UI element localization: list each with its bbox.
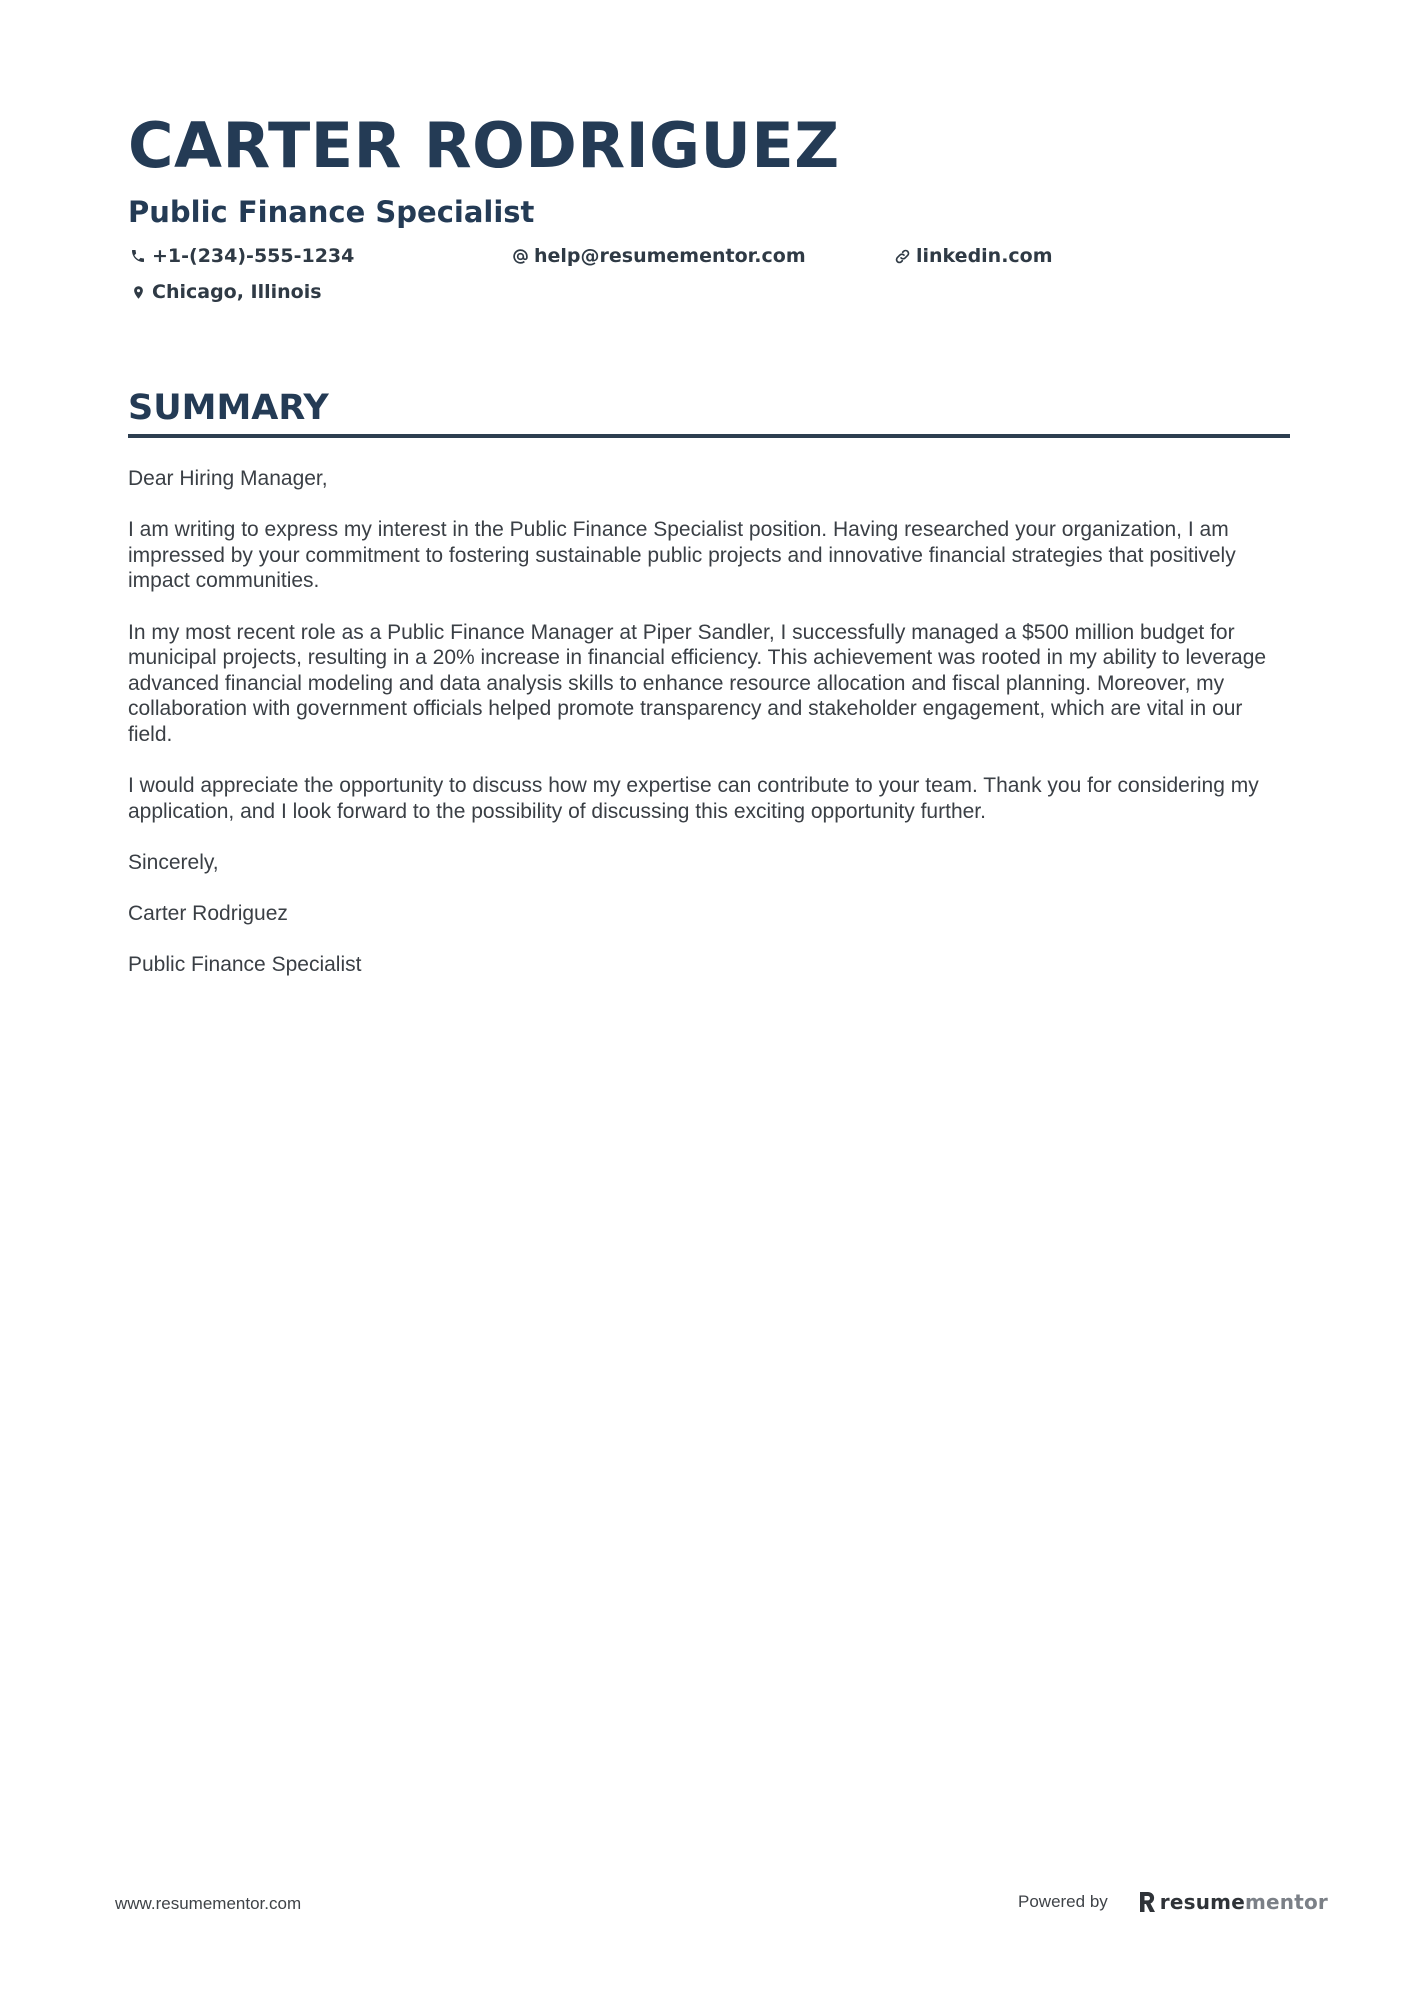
location-pin-icon bbox=[128, 282, 148, 302]
phone-text: +1-(234)-555-1234 bbox=[152, 245, 355, 267]
signature-title: Public Finance Specialist bbox=[128, 953, 362, 977]
contact-email[interactable] bbox=[510, 244, 806, 268]
contact-phone bbox=[128, 244, 354, 268]
resumementor-logo-icon bbox=[1138, 1891, 1156, 1913]
resume-header bbox=[128, 108, 1288, 324]
paragraph: I am writing to express my interest in the Public Finance Specialist position. Having researched your organization, I am impressed by your commitment to fostering sustainable public projects and innovative financial strategies that positively impact communities. bbox=[128, 518, 1236, 593]
footer-branding bbox=[1018, 1890, 1328, 1914]
footer-website[interactable]: www.resumementor.com bbox=[115, 1894, 302, 1913]
summary-section bbox=[128, 386, 1290, 1003]
section-divider bbox=[128, 434, 1290, 438]
at-icon bbox=[510, 246, 530, 266]
location-text: Chicago, Illinois bbox=[152, 281, 322, 303]
contact-link[interactable] bbox=[892, 244, 1053, 268]
closing: Sincerely, bbox=[128, 850, 219, 874]
phone-icon bbox=[128, 246, 148, 266]
contact-location bbox=[128, 280, 322, 304]
brand-logo[interactable] bbox=[1138, 1890, 1328, 1914]
brand-light: mentor bbox=[1244, 1890, 1328, 1914]
section-heading: SUMMARY bbox=[128, 388, 329, 428]
contact-info bbox=[128, 244, 1288, 324]
signature-name: Carter Rodriguez bbox=[128, 902, 288, 926]
paragraph: I would appreciate the opportunity to discuss how my expertise can contribute to your team. Thank you for considering my application, and I look forward to the possibility of discussing this exciting opportunity further. bbox=[128, 774, 1259, 823]
paragraph: In my most recent role as a Public Finance Manager at Piper Sandler, I successfully managed a $500 million budget for municipal projects, resulting in a 20% increase in financial efficiency. This achievement was rooted in my ability to leverage advanced financial modeling and data analysis skills to enhance resource allocation and fiscal planning. Moreover, my collaboration with government officials helped promote transparency and stakeholder engagement, which are vital in our field. bbox=[128, 620, 1267, 746]
link-icon bbox=[892, 246, 912, 266]
link-text[interactable]: linkedin.com bbox=[916, 245, 1053, 267]
email-text[interactable]: help@resumementor.com bbox=[534, 245, 806, 267]
candidate-name: CARTER RODRIGUEZ bbox=[128, 109, 840, 182]
brand-wordmark bbox=[1160, 1890, 1328, 1914]
powered-by-label: Powered by bbox=[1018, 1892, 1108, 1911]
cover-letter-body bbox=[128, 466, 1290, 978]
candidate-title: Public Finance Specialist bbox=[128, 195, 535, 229]
brand-bold: resume bbox=[1159, 1890, 1245, 1914]
salutation: Dear Hiring Manager, bbox=[128, 467, 328, 490]
